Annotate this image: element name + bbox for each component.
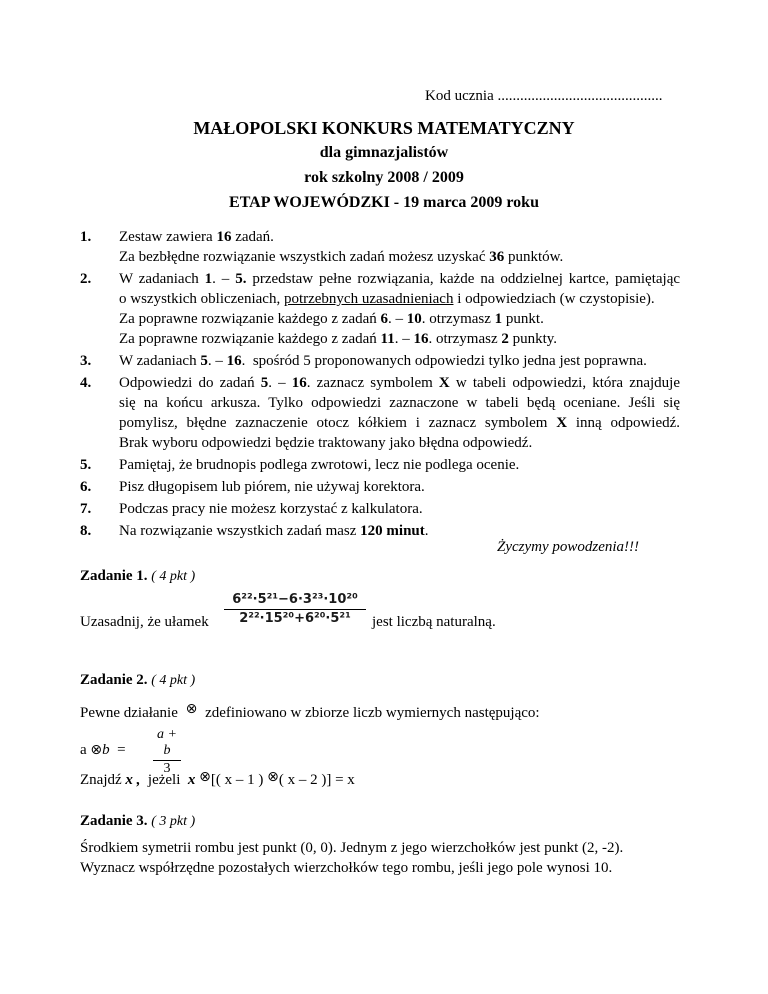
school-year: rok szkolny 2008 / 2009	[304, 169, 464, 186]
otimes-icon: ⊗	[199, 769, 211, 785]
contest-subtitle: dla gimnazjalistów	[319, 144, 449, 161]
instruction-item: 5. Pamiętaj, że brudnopis podlega zwrotowi, lecz nie podlega ocenie.	[80, 457, 520, 473]
task1-prefix: Uzasadnij, że ułamek	[80, 614, 209, 630]
student-code-dots: ............................................	[497, 88, 663, 104]
task2-intro: Pewne działanie ⊗ zdefiniowano w zbiorze liczb wymiernych następująco:	[80, 701, 540, 721]
student-code-label: Kod ucznia	[425, 88, 494, 104]
task1-suffix: jest liczbą naturalną.	[372, 614, 496, 630]
instruction-item: 3. W zadaniach 5. – 16. spośród 5 proponowanych odpowiedzi tylko jedna jest poprawna.	[80, 353, 647, 369]
instruction-item: 7. Podczas pracy nie możesz korzystać z kalkulatora.	[80, 501, 423, 517]
stage-date: ETAP WOJEWÓDZKI - 19 marca 2009 roku	[229, 194, 539, 211]
instruction-item: 8. Na rozwiązanie wszystkich zadań masz 120 minut.	[80, 523, 429, 539]
task1-heading: Zadanie 1. ( 4 pkt )	[80, 568, 196, 584]
task3-line1: Środkiem symetrii rombu jest punkt (0, 0). Jednym z jego wierzchołków jest punkt (2, -2).	[80, 840, 624, 856]
task3-heading: Zadanie 3. ( 3 pkt )	[80, 813, 196, 829]
task2-definition: a ⊗b =	[80, 742, 126, 758]
task3-line2: Wyznacz współrzędne pozostałych wierzchołków tego rombu, jeśli jego pole wynosi 10.	[80, 860, 613, 876]
task2-definition-fraction	[153, 727, 181, 777]
instruction-item: 1. Zestaw zawiera 16 zadań. Za bezbłędne rozwiązanie wszystkich zadań możesz uzyskać 36 punktów.	[80, 229, 564, 265]
otimes-icon: ⊗	[185, 701, 198, 717]
otimes-icon: ⊗	[90, 742, 103, 758]
task2-heading: Zadanie 2. ( 4 pkt )	[80, 672, 196, 688]
instruction-item: 2. W zadaniach 1. – 5. przedstaw pełne rozwiązania, każde na oddzielnej kartce, pamiętając o wszystkich obliczeniach, potrzebnych uzasadnieniach i odpowiedziach (w czystopisie). Za poprawne rozwiązanie każdego z zadań 6. – 10. otrzymasz 1 punkt. Za poprawne rozwiązanie każdego z zadań 11. – 16. otrzymasz 2 punkty.	[80, 271, 681, 347]
otimes-icon: ⊗	[267, 769, 279, 785]
fraction-numerator: 6²²·5²¹−6·3²³·10²⁰	[232, 592, 358, 607]
fraction-numerator: a + b	[157, 727, 177, 758]
wishes-text: Życzymy powodzenia!!!	[497, 539, 640, 555]
instructions-list	[80, 227, 680, 543]
instruction-item: 6. Pisz długopisem lub piórem, nie używaj korektora.	[80, 479, 425, 495]
student-code-line	[425, 88, 662, 105]
task1-fraction	[224, 592, 366, 628]
task2-find: Znajdź x , jeżeli x ⊗[( x – 1 ) ⊗( x – 2 )] = x	[80, 769, 355, 788]
instruction-item: 4. Odpowiedzi do zadań 5. – 16. zaznacz symbolem X w tabeli odpowiedzi, która znajduje się na końcu arkusza. Tylko odpowiedzi zaznaczone w tabeli będą oceniane. Jeśli się pomylisz, błędne zaznaczenie otocz kółkiem i zaznacz symbolem X inną odpowiedź. Brak wyboru odpowiedzi będzie traktowany jako błędna odpowiedź.	[80, 375, 681, 451]
fraction-denominator: 3	[153, 760, 181, 777]
fraction-denominator: 2²²·15²⁰+6²⁰·5²¹	[224, 609, 366, 626]
contest-title: MAŁOPOLSKI KONKURS MATEMATYCZNY	[193, 118, 575, 138]
